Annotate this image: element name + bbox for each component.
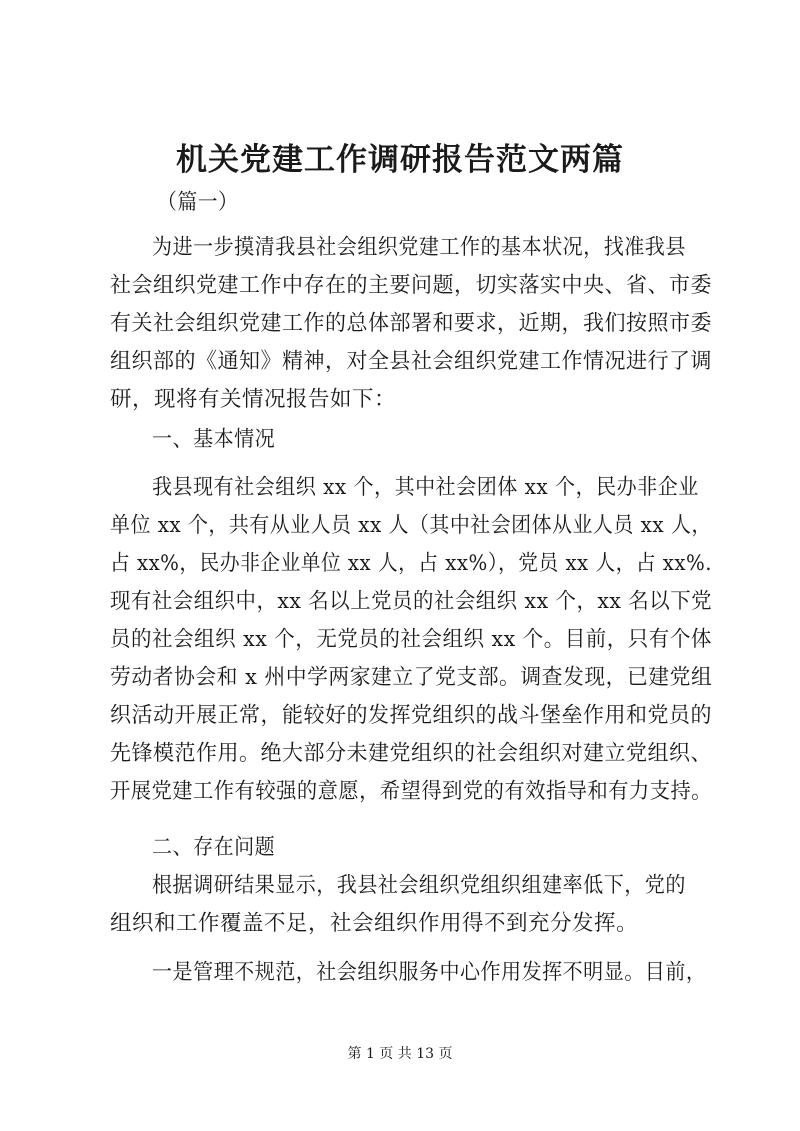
paragraph-line: 组织和工作覆盖不足，社会组织作用得不到充分发挥。 (110, 911, 639, 936)
paragraph-line: 根据调研结果显示，我县社会组织党组织组建率低下，党的 (152, 873, 686, 898)
page-footer: 第 1 页 共 13 页 (347, 1046, 453, 1062)
paragraph-line: 一是管理不规范，社会组织服务中心作用发挥不明显。目前， (152, 960, 707, 985)
section-label: （篇一） (157, 190, 239, 215)
paragraph-line: 社会组织党建工作中存在的主要问题，切实落实中央、省、市委 (110, 273, 713, 298)
paragraph-line: 组织部的《通知》精神，对全县社会组织党建工作情况进行了调 (110, 349, 713, 374)
document-title: 机关党建工作调研报告范文两篇 (176, 142, 624, 178)
paragraph-line: 织活动开展正常，能较好的发挥党组织的战斗堡垒作用和党员的 (110, 703, 713, 728)
paragraph-line: 我县现有社会组织 xx 个，其中社会团体 xx 个，民办非企业 (152, 475, 699, 500)
paragraph-line: 现有社会组织中，xx 名以上党员的社会组织 xx 个，xx 名以下党 (110, 589, 713, 614)
paragraph-line: 占 xx%，民办非企业单位 xx 人，占 xx%），党员 xx 人，占 xx%. (110, 551, 712, 576)
paragraph-line: 开展党建工作有较强的意愿，希望得到党的有效指导和有力支持。 (110, 779, 713, 804)
paragraph-line: 为进一步摸清我县社会组织党建工作的基本状况，找准我县 (152, 235, 686, 260)
paragraph-line: 先锋模范作用。绝大部分未建党组织的社会组织对建立党组织、 (110, 741, 713, 766)
paragraph-line: 有关社会组织党建工作的总体部署和要求，近期，我们按照市委 (110, 311, 713, 336)
paragraph-line: 员的社会组织 xx 个，无党员的社会组织 xx 个。目前，只有个体 (110, 627, 712, 652)
paragraph-line: 研，现将有关情况报告如下： (110, 387, 397, 412)
section-heading: 二、存在问题 (152, 835, 276, 860)
section-heading: 一、基本情况 (152, 427, 276, 452)
paragraph-line: 单位 xx 个，共有从业人员 xx 人（其中社会团体从业人员 xx 人， (110, 513, 712, 538)
paragraph-line: 劳动者协会和 x 州中学两家建立了党支部。调查发现，已建党组 (110, 665, 713, 690)
